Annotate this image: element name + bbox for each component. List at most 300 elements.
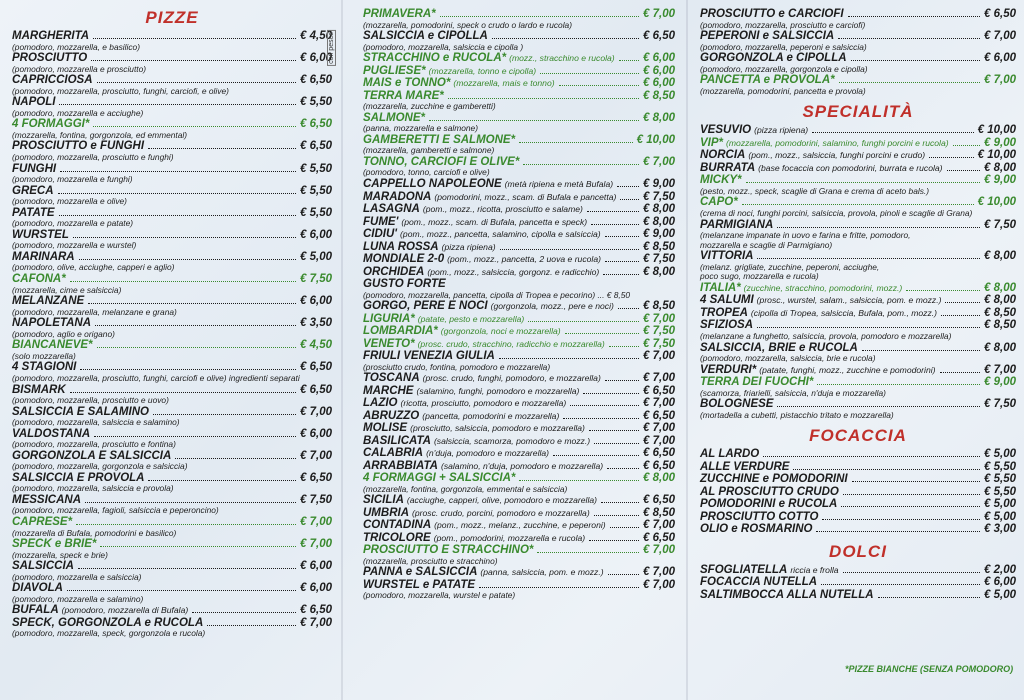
menu-item-line <box>700 511 1016 524</box>
dot-leader <box>862 350 980 351</box>
menu-item-desc: (pomodoro, aglio e origano) <box>12 328 115 339</box>
menu-item-line <box>700 74 1016 87</box>
menu-item-price: € 5,50 <box>300 184 332 197</box>
menu-item-name: WURSTEL e PATATE <box>363 578 476 591</box>
menu-item <box>12 317 332 339</box>
column-pizze-continued <box>328 0 683 700</box>
menu-item <box>12 251 332 273</box>
menu-item-name: PROSCIUTTO e FUNGHI <box>12 140 145 153</box>
dot-leader <box>73 237 296 238</box>
footnote: *PIZZE BIANCHE (SENZA POMODORO) <box>845 664 1014 674</box>
menu-item-desc: (mozzarella, fontina, gorgonzola, emmental e salsiccia) <box>363 483 568 494</box>
menu-item-price: € 6,50 <box>643 531 675 544</box>
menu-item <box>700 8 1016 30</box>
menu-item <box>363 253 675 266</box>
dot-leader <box>822 519 980 520</box>
dot-leader <box>70 392 296 393</box>
dot-leader <box>563 418 639 419</box>
menu-item-desc: (pomodoro, mozzarella, salsiccia e provola) <box>12 483 174 494</box>
menu-item-inline-desc: (acciughe, capperi, olive, pomodoro e mozzarella) <box>406 495 598 506</box>
dot-leader <box>848 16 980 17</box>
menu-item-price: € 10,00 <box>977 196 1016 209</box>
dot-leader <box>601 502 639 503</box>
menu-item-inline-desc: (pizza ripiena) <box>441 241 496 252</box>
menu-item <box>363 385 675 398</box>
dot-leader <box>76 524 296 525</box>
menu-item-price: € 7,00 <box>984 363 1016 376</box>
menu-item <box>12 273 332 295</box>
menu-item-line <box>363 410 675 423</box>
menu-item-price: € 6,50 <box>643 459 675 472</box>
dot-leader <box>479 587 639 588</box>
dot-leader <box>906 290 980 291</box>
dot-leader <box>605 380 639 381</box>
menu-item <box>363 397 675 410</box>
menu-item-price: € 7,00 <box>643 312 675 325</box>
menu-item-price: € 7,00 <box>643 397 675 410</box>
menu-item <box>12 516 332 538</box>
menu-item-line <box>700 124 1016 137</box>
menu-item-name: MOLISE <box>363 422 408 435</box>
menu-item-line <box>363 460 675 473</box>
menu-item-line <box>700 250 1016 263</box>
menu-item <box>700 282 1016 295</box>
dot-leader <box>537 552 639 553</box>
menu-item <box>700 364 1016 377</box>
dot-leader <box>618 308 639 309</box>
menu-item-name: ORCHIDEA <box>363 265 425 278</box>
menu-item-name: PARMIGIANA <box>700 218 774 231</box>
menu-item-price: € 5,00 <box>300 250 332 263</box>
menu-item-name: VALDOSTANA <box>12 427 91 440</box>
menu-item-price: € 8,00 <box>984 281 1016 294</box>
dot-leader <box>500 249 639 250</box>
dot-leader <box>605 261 639 262</box>
menu-item-desc: (pomodoro, mozzarella e olive) <box>12 196 127 207</box>
menu-item-name: ZUCCHINE e POMODORINI <box>700 473 848 486</box>
dot-leader <box>440 16 639 17</box>
menu-item-line <box>700 376 1016 389</box>
dot-leader <box>929 157 974 158</box>
menu-item-name: SFIZIOSA <box>700 319 754 332</box>
menu-item-line <box>700 523 1016 536</box>
menu-item-inline-desc: (pomodoro, mozzarella di Bufala) <box>61 605 189 616</box>
menu-item-name: SALSICCIA, BRIE e RUCOLA <box>700 341 858 354</box>
menu-item-name: MAIS e TONNO* <box>363 77 451 90</box>
menu-item-name: SALSICCIA E SALAMINO <box>12 405 149 418</box>
menu-item <box>12 494 332 516</box>
menu-item-line <box>700 137 1016 150</box>
menu-item <box>363 566 675 579</box>
menu-item <box>363 52 675 65</box>
menu-item-price: € 8,50 <box>643 300 675 313</box>
menu-item-name: PROSCIUTTO E STRACCHINO* <box>363 544 534 557</box>
dot-leader <box>947 170 980 171</box>
menu-item-name: TRICOLORE <box>363 531 431 544</box>
menu-item-inline-desc: (prosc. crudo, funghi, pomodoro, e mozzarella) <box>422 373 601 384</box>
menu-item <box>700 149 1016 162</box>
menu-item <box>700 162 1016 175</box>
menu-item-price: € 6,00 <box>300 560 332 573</box>
menu-item <box>700 511 1016 524</box>
menu-item-line <box>12 273 332 286</box>
menu-item-inline-desc: (pom., mozz., salsiccia, funghi porcini e crudo) <box>748 150 926 161</box>
menu-item <box>363 494 675 507</box>
menu-item-price: € 5,50 <box>300 96 332 109</box>
menu-item <box>700 523 1016 536</box>
menu-item <box>363 422 675 435</box>
dot-leader <box>59 215 296 216</box>
dot-leader <box>100 546 296 547</box>
menu-item-line <box>700 398 1016 411</box>
dot-leader <box>553 455 639 456</box>
menu-item-line <box>363 472 675 485</box>
menu-item-inline-desc: (panna, salsiccia, pom. e mozz.) <box>480 567 604 578</box>
menu-item <box>12 74 332 96</box>
menu-item-price: € 6,50 <box>300 361 332 374</box>
menu-item-line <box>700 8 1016 21</box>
menu-item-line <box>700 149 1016 162</box>
dot-leader <box>528 321 639 322</box>
dot-leader <box>91 60 296 61</box>
menu-item-desc: (panna, mozzarella e salmone) <box>363 123 478 134</box>
menu-item-price: € 6,50 <box>300 604 332 617</box>
menu-item-name: 4 SALUMI <box>700 294 754 307</box>
menu-item <box>12 604 332 617</box>
menu-item <box>12 361 332 383</box>
section-title-specialita: SPECIALITÀ <box>802 102 914 122</box>
menu-item <box>363 350 675 372</box>
menu-item-price: € 6,00 <box>984 52 1016 65</box>
menu-item-price: € 7,00 <box>643 372 675 385</box>
menu-item-price: € 8,00 <box>643 111 675 124</box>
menu-item-name: TERRA MARE* <box>363 89 444 102</box>
dot-leader <box>559 85 639 86</box>
menu-item-name: CAPRESE* <box>12 516 73 529</box>
menu-item <box>12 140 332 162</box>
menu-item-desc: poco sugo, mozzarella e rucola) <box>700 271 819 282</box>
menu-item <box>363 435 675 448</box>
menu-item-name: LASAGNA <box>363 203 420 216</box>
menu-item-name: NAPOLETANA <box>12 317 92 330</box>
menu-item <box>363 519 675 532</box>
menu-item-name: LAZIO <box>363 397 398 410</box>
menu-item-line <box>700 473 1016 486</box>
menu-item <box>363 77 675 90</box>
menu-item-line <box>700 162 1016 175</box>
menu-item-price: € 6,00 <box>643 77 675 90</box>
menu-item-price: € 6,50 <box>300 383 332 396</box>
menu-item-price: € 6,50 <box>300 118 332 131</box>
menu-item-price: € 7,00 <box>984 30 1016 43</box>
menu-item-price: € 8,50 <box>643 506 675 519</box>
menu-item <box>700 219 1016 251</box>
menu-item <box>363 410 675 423</box>
menu-item-price: € 6,00 <box>300 228 332 241</box>
menu-item-desc: (mozzarella, prosciutto e stracchino) <box>363 555 498 566</box>
menu-item <box>363 90 675 112</box>
menu-item-name: MARGHERITA <box>12 30 90 42</box>
menu-item-desc: (mozzarella, fontina, gorgonzola, ed emmental) <box>12 129 188 140</box>
dot-leader <box>85 502 296 503</box>
menu-item-desc: (mozzarella, gamberetti e salmone) <box>363 145 495 156</box>
dot-leader <box>841 506 980 507</box>
menu-item-name: VESUVIO <box>700 124 752 137</box>
menu-item <box>700 498 1016 511</box>
menu-item-line <box>700 498 1016 511</box>
menu-item-line <box>12 96 332 109</box>
dot-leader <box>565 333 639 334</box>
menu-item-desc: (solo mozzarella) <box>12 350 76 361</box>
menu-item-name: GORGO, PERE E NOCI <box>363 300 488 313</box>
menu-item-price: € 8,00 <box>984 250 1016 263</box>
dot-leader <box>591 224 639 225</box>
menu-item-name: GORGONZOLA E SALSICCIA <box>12 449 172 462</box>
menu-item-price: € 6,50 <box>300 74 332 87</box>
menu-item <box>12 450 332 472</box>
menu-item-desc: (scamorza, friarielli, salsiccia, n'duja e mozzarella) <box>700 387 886 398</box>
section-title-dolci: DOLCI <box>829 541 887 561</box>
menu-item-name: NAPOLI <box>12 96 56 109</box>
menu-item-inline-desc: (cipolla di Tropea, salsiccia, Bufala, pom., mozz.) <box>750 307 938 318</box>
dot-leader <box>492 38 639 39</box>
column-pizze <box>0 0 340 700</box>
menu-item-inline-desc: (prosciutto, salsiccia, pomodoro e mozzarella) <box>410 423 585 434</box>
menu-item-desc: (pomodoro, mozzarella, peperoni e salsiccia) <box>700 41 867 52</box>
menu-item-inline-desc: (mozz., stracchino e rucola) <box>509 53 615 64</box>
menu-item <box>700 589 1016 602</box>
menu-item <box>12 207 332 229</box>
menu-item-line <box>700 589 1016 602</box>
dot-leader <box>429 120 639 121</box>
menu-item-price: € 7,00 <box>643 422 675 435</box>
menu-item-name: PRIMAVERA* <box>363 8 436 20</box>
menu-item-name: SPECK e BRIE* <box>12 538 97 551</box>
menu-item-price: € 6,00 <box>643 52 675 65</box>
menu-item-name: GORGONZOLA e CIPOLLA <box>700 52 847 65</box>
menu-item-line <box>12 52 332 65</box>
menu-item-inline-desc: (mozzarella, tonno e cipolla) <box>428 65 537 76</box>
menu-item-inline-desc: (mozzarella, mais e tonno) <box>453 78 555 89</box>
menu-item-price: € 8,00 <box>984 161 1016 174</box>
menu-item-name: LOMBARDIA* <box>363 325 438 338</box>
menu-item-name: SALSICCIA E PROVOLA <box>12 471 145 484</box>
menu-item-desc: (mozzarella, pomodorini, pancetta e provola) <box>700 85 866 96</box>
menu-item-desc: (pomodoro, mozzarella e acciughe) <box>12 107 144 118</box>
dot-leader <box>97 347 297 348</box>
menu-item-price: € 3,00 <box>984 523 1016 536</box>
menu-item-name: PROSCIUTTO e CARCIOFI <box>700 8 844 20</box>
menu-item-name: FUNGHI <box>12 162 57 175</box>
menu-item-name: POMODORINI e RUCOLA <box>700 498 838 511</box>
menu-item-line <box>363 77 675 90</box>
menu-item <box>363 338 675 351</box>
menu-item-price: € 5,50 <box>984 460 1016 473</box>
dot-leader <box>93 38 296 39</box>
dot-leader <box>499 358 639 359</box>
menu-item-desc: (mozzarella, zucchine e gamberetti) <box>363 101 496 112</box>
menu-item-line <box>12 516 332 529</box>
menu-item-price: € 7,00 <box>300 449 332 462</box>
menu-item-price: € 6,00 <box>300 52 332 65</box>
dot-leader <box>207 625 296 626</box>
dot-leader <box>620 199 639 200</box>
menu-item-line <box>700 294 1016 307</box>
menu-item-name: LIGURIA* <box>363 312 415 325</box>
menu-item-inline-desc: (gorgonzola, mozz., pere e noci) <box>490 301 614 312</box>
dot-leader <box>812 132 974 133</box>
dot-leader <box>519 142 633 143</box>
menu-item-price: € 6,50 <box>643 494 675 507</box>
menu-item-name: FUME' <box>363 215 399 228</box>
menu-item-desc: (pomodoro, tonno, carciofi e olive) <box>363 167 490 178</box>
dot-leader <box>589 540 639 541</box>
menu-item-name: GAMBERETTI E SALMONE* <box>363 133 516 146</box>
menu-item-name: 4 FORMAGGI* <box>12 118 90 131</box>
dot-leader <box>953 145 980 146</box>
menu-item-price: € 8,50 <box>984 306 1016 319</box>
dot-leader <box>58 193 296 194</box>
dot-leader <box>619 60 639 61</box>
menu-item-inline-desc: (prosc., wurstel, salam., salsiccia, pom. e mozz.) <box>756 295 942 306</box>
fold-line <box>686 0 688 700</box>
menu-item-price: € 7,00 <box>643 544 675 557</box>
menu-item-name: CALABRIA <box>363 447 424 460</box>
menu-item <box>700 376 1016 398</box>
menu-item <box>363 544 675 566</box>
menu-item <box>700 250 1016 282</box>
menu-item-price: € 7,00 <box>300 405 332 418</box>
dot-leader <box>941 315 980 316</box>
menu-item-line <box>12 560 332 573</box>
column-specialita <box>690 0 1024 700</box>
menu-item-price: € 9,00 <box>984 136 1016 149</box>
dot-leader <box>67 590 296 591</box>
menu-item-inline-desc: (salamino, funghi, pomodoro e mozzarella) <box>416 385 580 396</box>
menu-item <box>12 52 332 74</box>
dot-leader <box>587 211 639 212</box>
menu-item-line <box>12 295 332 308</box>
menu-item <box>363 65 675 78</box>
menu-item-inline-desc: (pom., mozz., melanz., zucchine, e peperoni) <box>434 520 606 531</box>
menu-item-desc: (pomodoro, mozzarella, salsiccia e cipolla ) <box>363 41 524 52</box>
menu-item-name: ABRUZZO <box>363 409 420 422</box>
menu-item-name: SPECK, GORGONZOLA e RUCOLA <box>12 616 204 629</box>
dot-leader <box>746 182 980 183</box>
menu-item-name: PANCETTA e PROVOLA* <box>700 74 835 87</box>
menu-item-line <box>363 494 675 507</box>
menu-item-price: € 6,50 <box>643 30 675 43</box>
menu-item-line <box>700 576 1016 589</box>
menu-item-line <box>363 300 675 313</box>
menu-item-inline-desc: (patate, pesto e mozzarella) <box>417 313 525 324</box>
dot-leader <box>594 515 639 516</box>
menu-item-line <box>363 519 675 532</box>
menu-item-price: € 10,00 <box>636 133 675 146</box>
menu-item-name: BURRATA <box>700 161 756 174</box>
menu-item-name: UMBRIA <box>363 506 409 519</box>
menu-item-line <box>363 253 675 266</box>
menu-item-line <box>363 325 675 338</box>
menu-item <box>363 191 675 204</box>
menu-item-desc: (pomodoro, mozzarella, prosciutto, funghi, carciofi e olive) ingredienti separati <box>12 372 300 383</box>
menu-item-price: € 7,00 <box>984 74 1016 87</box>
menu-item-desc: (pomodoro, mozzarella e salamino) <box>12 593 144 604</box>
dot-leader <box>817 384 980 385</box>
menu-item-price: € 7,00 <box>643 578 675 591</box>
menu-item <box>12 617 332 639</box>
menu-item-price: € 5,50 <box>300 206 332 219</box>
menu-item <box>363 507 675 520</box>
dot-leader <box>839 82 980 83</box>
menu-item-price: € 5,00 <box>984 588 1016 601</box>
menu-item-price: € 5,50 <box>984 473 1016 486</box>
menu-item-line <box>12 604 332 617</box>
menu-item-line <box>700 307 1016 320</box>
menu-item-price: € 8,00 <box>643 265 675 278</box>
menu-item-desc: (mozzarella, cime e salsiccia) <box>12 284 122 295</box>
menu-item-desc: (pomodoro, mozzarella e wurstel) <box>12 240 137 251</box>
menu-item <box>12 96 332 118</box>
menu-item-name: MELANZANE <box>12 295 85 308</box>
menu-item-desc: (pomodoro, mozzarella, salsiccia, brie e rucola) <box>700 353 876 364</box>
menu-item-name: VERDURI* <box>700 363 757 376</box>
menu-item-desc: (pomodoro, mozzarella e prosciutto) <box>12 63 147 74</box>
menu-item-inline-desc: (pom., mozz., pancetta, 2 uova e rucola) <box>447 254 601 265</box>
menu-item <box>700 307 1016 320</box>
menu-item-name: VITTORIA <box>700 250 754 263</box>
menu-item-line <box>12 317 332 330</box>
dot-leader <box>589 430 639 431</box>
menu-item-inline-desc: (pomodorini, mozz., scam. di Bufala e pancetta) <box>434 191 617 202</box>
menu-item-name: SALMONE* <box>363 111 425 124</box>
dot-leader <box>148 148 296 149</box>
menu-item-inline-desc: (gorgonzola, noci e mozzarella) <box>440 326 561 337</box>
section-title-pizze: PIZZE <box>145 8 199 27</box>
menu-item-desc: (pomodoro, mozzarella e salsiccia) <box>12 571 142 582</box>
menu-item-name: BASILICATA <box>363 434 431 447</box>
menu-item <box>12 384 332 406</box>
dot-leader <box>93 126 296 127</box>
menu-item <box>363 313 675 326</box>
menu-item-desc: (melanz. grigliate, zucchine, peperoni, acciughe, <box>700 261 880 272</box>
menu-item-name: NORCIA <box>700 149 746 162</box>
dot-leader <box>757 258 980 259</box>
menu-item-name: MARADONA <box>363 190 432 203</box>
menu-item-price: € 6,50 <box>984 8 1016 20</box>
menu-item-line <box>700 52 1016 65</box>
dot-leader <box>607 468 639 469</box>
menu-item-desc: (mozzarella di Bufala, pomodorini e basilico) <box>12 527 177 538</box>
menu-item-line <box>363 241 675 254</box>
menu-item-price: € 7,00 <box>643 350 675 363</box>
menu-item-price: € 6,00 <box>300 427 332 440</box>
menu-item-line <box>12 538 332 551</box>
dot-leader <box>70 281 296 282</box>
menu-item-price: € 6,50 <box>643 447 675 460</box>
menu-item-price: € 10,00 <box>977 124 1016 137</box>
dot-leader <box>523 164 639 165</box>
dot-leader <box>59 104 296 105</box>
menu-item-inline-desc: (pizza ripiena) <box>754 125 809 136</box>
menu-item-name: TOSCANA <box>363 372 420 385</box>
menu-item <box>363 300 675 313</box>
menu-item-name: BISMARK <box>12 383 66 396</box>
menu-item <box>12 185 332 207</box>
menu-item-name: BUFALA <box>12 604 59 617</box>
menu-item-price: € 5,00 <box>984 448 1016 461</box>
menu-item-price: € 9,00 <box>984 174 1016 187</box>
